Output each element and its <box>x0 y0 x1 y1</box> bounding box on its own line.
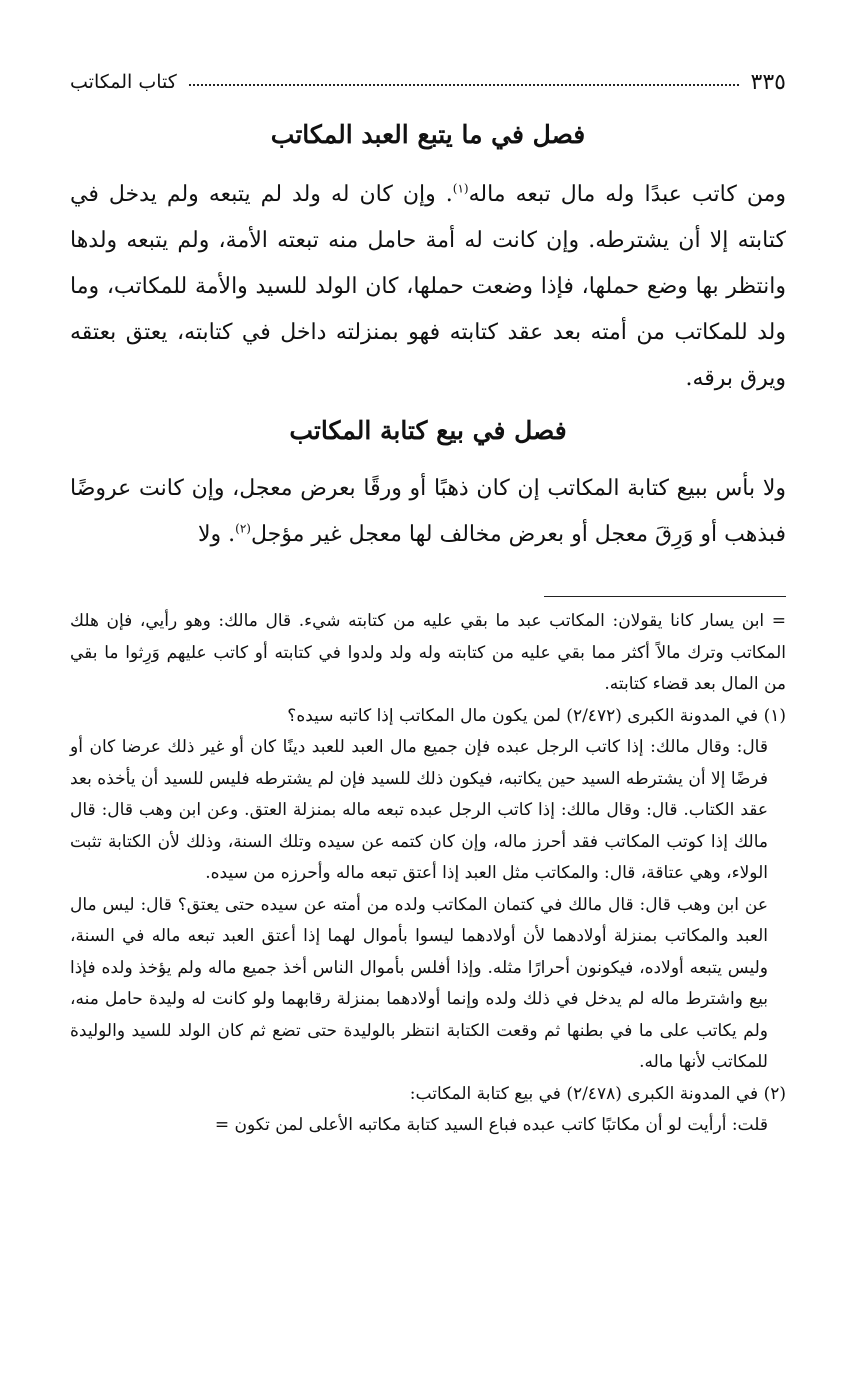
header-dotted-leader <box>189 84 739 86</box>
footnote-1-body: قال: وقال مالك: إذا كاتب الرجل عبده فإن جميع مال العبد للعبد دينًا كان أو غير ذلك عرضا كان أو فرضًا إلا أن يشترطه السيد حين يكاتبه، فيكون ذلك للسيد فإن لم يشترطه فليس للسيد أن يأخذه بعد عقد الكتاب. قال: وقال مالك: إذا كاتب الرجل عبده تبعه ماله بمنزلة العتق. وعن ابن وهب قال: قال مالك إذا كوتب المكاتب فقد أحرز ماله، وإن كان كتمه عن سيده وتلك السنة، وذلك لأن الكتابة تثبت الولاء، وهي عتاقة، قال: والمكاتب مثل العبد إذا أعتق تبعه ماله وأحرزه من سيده. <box>70 737 768 883</box>
section-1-text-b: . وإن كان له ولد لم يتبعه ولم يدخل في كتابته إلا أن يشترطه. وإن كانت له أمة حامل منه تبعته الأمة، ولم يتبعه ولدها وانتظر بها وضع حملها، فإذا وضعت حملها، كان الولد للسيد والأمة للمكاتب، وما ولد للمكاتب من أمته بعد عقد كتابته فهو بمنزلته داخل في كتابته، يعتق بعتقه ويرق برقه. <box>70 182 786 391</box>
footnotes <box>70 606 786 1142</box>
section-2-text-b: . ولا <box>197 522 236 547</box>
footnote-separator <box>544 596 786 597</box>
section-heading-2: فصل في بيع كتابة المكاتب <box>289 416 567 445</box>
footnote-2-heading: (٢) في المدونة الكبرى (٢/٤٧٨) في بيع كتابة المكاتب: <box>409 1083 786 1104</box>
footnote-continuation: = ابن يسار كانا يقولان: المكاتب عبد ما بقي عليه من كتابته شيء. قال مالك: وهو رأيي، فإن هلك المكاتب وترك مالاً أكثر مما بقي عليه من كتابته وله ولد ولدوا في كتابته أو كاتب عليهم وَرِثوا ما بقي من المال بعد قضاء كتابته. <box>70 611 786 694</box>
footnote-1-body-2: عن ابن وهب قال: قال مالك في كتمان المكاتب ولده من أمته عن سيده حتى يعتق؟ قال: ليس مال العبد والمكاتب بمنزلة أولادهما لأن أولادهما ليسوا بأموال لهما إذا أعتق العبد تبعه ماله في السنة، وليس يتبعه أولاده، فيكونون أحرارًا مثله. وإذا أفلس بأموال الناس أخذ جميع ماله ولم يؤخذ ولده فإذا بيع واشترط ماله لم يدخل في ذلك ولده وإنما أولادهما بمنزلة رقابهما ولو كانت له وليدة حامل منه، ولم يكاتب على ما في بطنها ثم وقعت الكتابة انتظر بالوليدة حتى تضع ثم كان الولد للسيد والوليدة للمكاتب لأنها ماله. <box>70 894 768 1072</box>
section-1-paragraph <box>70 172 786 402</box>
footnote-1-heading: (١) في المدونة الكبرى (٢/٤٧٢) لمن يكون مال المكاتب إذا كاتبه سيده؟ <box>287 705 786 726</box>
footnote-ref-2[interactable]: (٢) <box>235 521 251 536</box>
footnote-ref-1[interactable]: (١) <box>452 181 469 196</box>
section-heading-1: فصل في ما يتبع العبد المكاتب <box>270 120 586 149</box>
section-2-text-a: ولا بأس ببيع كتابة المكاتب إن كان ذهبًا أو ورقًا بعرض معجل، وإن كانت عروضًا فبذهب أو وَرِقَ معجل أو بعرض مخالف لها معجل غير مؤجل <box>70 476 786 547</box>
page-header <box>70 66 786 98</box>
footnote-2-body: قلت: أرأيت لو أن مكاتبًا كاتب عبده فباع السيد كتابة مكاتبه الأعلى لمن تكون = <box>214 1115 768 1135</box>
running-title: كتاب المكاتب <box>70 71 177 93</box>
section-2-paragraph <box>70 466 786 558</box>
page-number: ٣٣٥ <box>750 69 786 95</box>
section-1-text-a: ومن كاتب عبدًا وله مال تبعه ماله <box>468 182 786 207</box>
